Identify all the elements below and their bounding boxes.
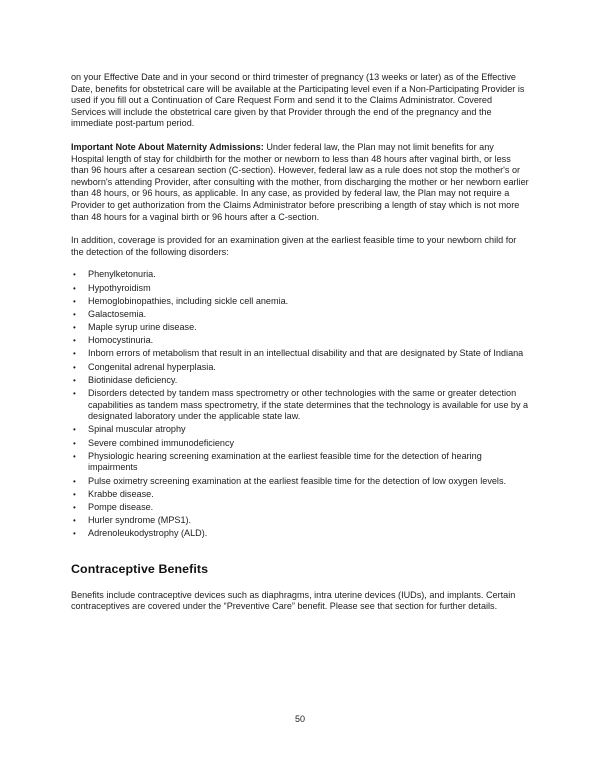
list-item-label: Hypothyroidism (88, 282, 151, 293)
bullet-icon: • (73, 283, 76, 293)
list-item-label: Pompe disease. (88, 501, 154, 512)
bullet-icon: • (73, 375, 76, 385)
bullet-icon: • (73, 362, 76, 372)
bullet-icon: • (73, 516, 76, 526)
page-content (71, 72, 529, 625)
list-item-label: Disorders detected by tandem mass spectrometry or other technologies with the same or greater detection capabilities as tandem mass spectrometry, if the state determines that the technology is available for use by a designated laboratory under the applicable state law. (88, 388, 529, 422)
list-item (71, 362, 529, 374)
bullet-icon: • (73, 389, 76, 398)
bullet-icon: • (73, 425, 76, 435)
paragraph-important-note (71, 142, 529, 223)
bullet-icon: • (73, 309, 76, 319)
bullet-icon: • (73, 529, 76, 539)
section-heading-contraceptive-benefits: Contraceptive Benefits (71, 561, 209, 576)
paragraph-maternity-continuation: on your Effective Date and in your second or third trimester of pregnancy (13 weeks or later) as of the Effective Date, benefits for obstetrical care will be available at the Participating level even if a Non-Participating Provider is used if you fill out a Continuation of Care Request Form and send it to the Claims Administrator. Covered Services will include the obstetrical care given by that Provider through the end of the pregnancy and the immediate post-partum period. (71, 72, 525, 129)
list-item-label: Biotinidase deficiency. (88, 374, 178, 385)
list-item (71, 438, 529, 450)
list-item (71, 476, 529, 488)
important-note-label: Important Note About Maternity Admissions: (71, 141, 264, 152)
bullet-icon: • (73, 270, 76, 280)
bullet-icon: • (73, 296, 76, 306)
list-item (71, 309, 529, 321)
newborn-disorder-list (71, 269, 529, 540)
list-item-label: Krabbe disease. (88, 488, 154, 499)
list-item (71, 375, 529, 387)
bullet-icon: • (73, 323, 76, 333)
list-item-label: Pulse oximetry screening examination at the earliest feasible time for the detection of low oxygen levels. (88, 475, 507, 486)
list-item-label: Physiologic hearing screening examination at the earliest feasible time for the detection of hearing impairments (88, 450, 482, 473)
list-item-label: Adrenoleukodystrophy (ALD). (88, 528, 208, 539)
bullet-icon: • (73, 476, 76, 486)
bullet-icon: • (73, 349, 76, 359)
paragraph-newborn-examination-intro: In addition, coverage is provided for an examination given at the earliest feasible time to your newborn child for the detection of the following disorders: (71, 235, 517, 257)
list-item-label: Maple syrup urine disease. (88, 322, 197, 333)
list-item (71, 296, 529, 308)
list-item (71, 515, 529, 527)
bullet-icon: • (73, 438, 76, 448)
list-item (71, 388, 529, 423)
bullet-icon: • (73, 336, 76, 346)
list-item (71, 283, 529, 295)
list-item (71, 451, 529, 474)
bullet-icon: • (73, 489, 76, 499)
list-item (71, 502, 529, 514)
bullet-icon: • (73, 451, 76, 461)
list-item (71, 335, 529, 347)
bullet-icon: • (73, 502, 76, 512)
list-item (71, 348, 529, 360)
list-item-label: Hurler syndrome (MPS1). (88, 515, 192, 526)
page-number: 50 (294, 714, 305, 724)
paragraph-contraceptive-benefits: Benefits include contraceptive devices such as diaphragms, intra uterine devices (IUDs), and implants. Certain contraceptives are covered under the “Preventive Care” benefit. Please see that section for further details. (71, 589, 516, 612)
list-item (71, 489, 529, 501)
list-item-label: Hemoglobinopathies, including sickle cell anemia. (88, 295, 289, 306)
list-item-label: Galactosemia. (88, 308, 147, 319)
list-item-label: Severe combined immunodeficiency (88, 437, 235, 448)
list-item-label: Congenital adrenal hyperplasia. (88, 361, 216, 372)
list-item-label: Spinal muscular atrophy (88, 424, 186, 435)
list-item (71, 322, 529, 334)
important-note-body: Under federal law, the Plan may not limit benefits for any Hospital length of stay for childbirth for the mother or newborn to less than 48 hours after vaginal birth, or less than 96 hours after a cesarean section (C-section). However, federal law as a rule does not stop the mother's or newborn's attending Provider, after consulting with the mother, from discharging the mother or her newborn earlier than 48 hours, or 96 hours, as applicable. In any case, as provided by federal law, the Plan may not require a Provider to get authorization from the Claims Administrator before prescribing a length of stay which is not more than 48 hours for a vaginal birth or 96 hours after a C-section. (71, 141, 529, 222)
list-item-label: Phenylketonuria. (88, 269, 156, 280)
list-item (71, 528, 529, 540)
list-item (71, 424, 529, 436)
list-item-label: Homocystinuria. (88, 335, 154, 346)
list-item-label: Inborn errors of metabolism that result in an intellectual disability and that are designated by State of Indiana (88, 348, 524, 359)
list-item (71, 269, 529, 281)
